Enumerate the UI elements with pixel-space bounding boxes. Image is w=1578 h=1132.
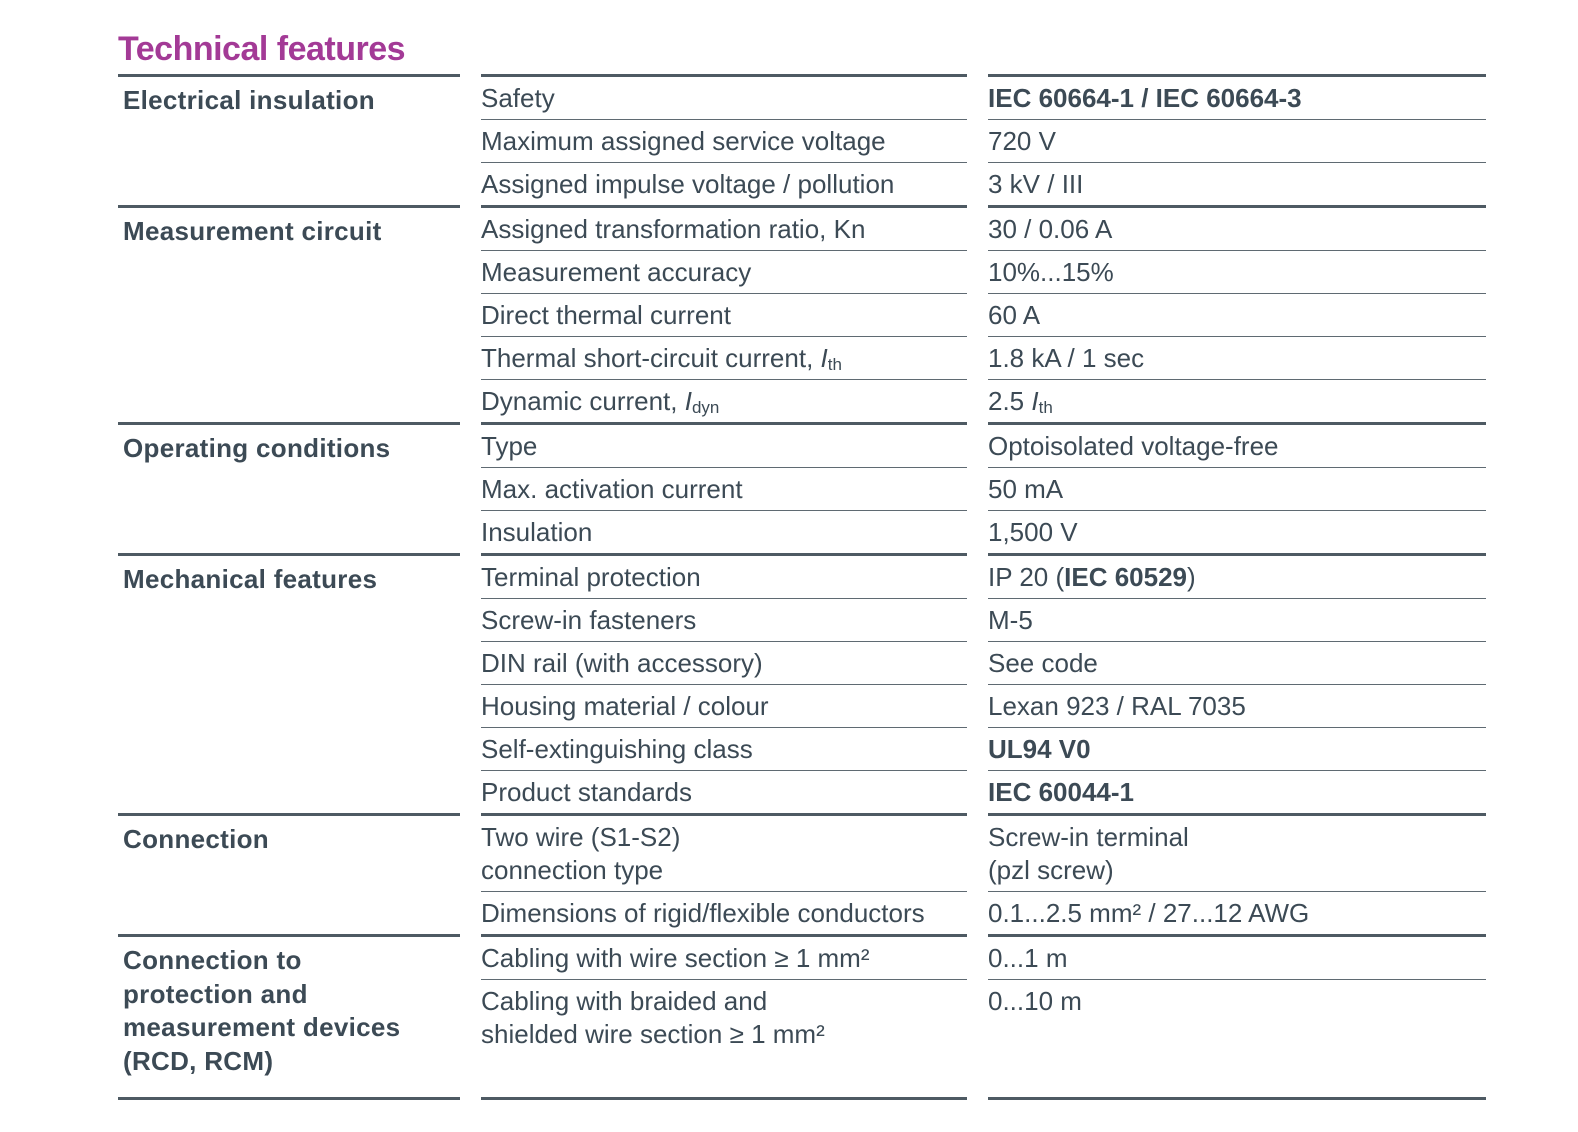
table-row	[481, 727, 1486, 770]
value-line: Screw-in terminal	[988, 822, 1189, 852]
row-label: Max. activation current	[481, 474, 743, 504]
row-label: Self-extinguishing class	[481, 734, 753, 764]
standard-reference: IEC 60529	[1064, 562, 1187, 592]
row-label: Direct thermal current	[481, 300, 731, 330]
row-label: Housing material / colour	[481, 691, 769, 721]
row-value: IEC 60664-1 / IEC 60664-3	[988, 83, 1302, 113]
row-value: UL94 V0	[988, 734, 1091, 764]
subscript: th	[1038, 398, 1053, 417]
row-value: Optoisolated voltage-free	[988, 431, 1279, 461]
group-heading	[118, 937, 460, 1078]
row-label	[481, 980, 967, 1055]
row-label: DIN rail (with accessory)	[481, 648, 763, 678]
label-line: shielded wire section ≥ 1 mm²	[481, 1019, 825, 1049]
value-suffix: )	[1187, 562, 1196, 592]
row-label: Dimensions of rigid/flexible conductors	[481, 898, 925, 928]
row-label: Maximum assigned service voltage	[481, 126, 886, 156]
value-prefix: 2.5	[988, 386, 1032, 416]
row-value: 0...1 m	[988, 943, 1068, 973]
table-row	[481, 162, 1486, 205]
section-mechanical-features	[118, 553, 1486, 813]
group-heading: Operating conditions	[123, 433, 391, 463]
label-prefix: Dynamic current,	[481, 386, 685, 416]
value-prefix: IP 20 (	[988, 562, 1065, 592]
current-symbol: I	[684, 386, 692, 416]
table-row	[481, 467, 1486, 510]
table-row	[481, 598, 1486, 641]
row-value: 1,500 V	[988, 517, 1078, 547]
value-line: (pzl screw)	[988, 855, 1114, 885]
row-label	[481, 816, 967, 891]
table-row	[481, 684, 1486, 727]
row-value: Lexan 923 / RAL 7035	[988, 691, 1246, 721]
group-heading-line: Connection to	[123, 945, 302, 975]
group-heading: Electrical insulation	[123, 85, 375, 115]
row-value: 50 mA	[988, 474, 1064, 504]
table-row	[481, 208, 1486, 250]
table-row	[481, 937, 1486, 979]
section-operating-conditions	[118, 422, 1486, 553]
row-value: M-5	[988, 605, 1033, 635]
row-label: Cabling with wire section ≥ 1 mm²	[481, 943, 870, 973]
row-label: Assigned transformation ratio, Kn	[481, 214, 866, 244]
row-value: 3 kV / III	[988, 169, 1084, 199]
row-label	[481, 380, 967, 422]
group-heading-line: measurement devices	[123, 1012, 401, 1042]
row-label: Measurement accuracy	[481, 257, 752, 287]
table-row	[481, 379, 1486, 422]
table-row	[481, 119, 1486, 162]
group-heading: Mechanical features	[123, 564, 378, 594]
row-value: See code	[988, 648, 1098, 678]
label-line: Two wire (S1-S2)	[481, 822, 681, 852]
table-row	[481, 641, 1486, 684]
row-value	[988, 816, 1486, 891]
section-connection-to-protection-devices	[118, 934, 1486, 1100]
row-value	[988, 556, 1486, 598]
table-row	[481, 77, 1486, 119]
table-row	[481, 510, 1486, 553]
row-value: 30 / 0.06 A	[988, 214, 1113, 244]
table-row	[481, 979, 1486, 1055]
section-electrical-insulation	[118, 74, 1486, 205]
section-connection	[118, 813, 1486, 934]
group-heading-line: protection and	[123, 978, 308, 1009]
page-title: Technical features	[118, 30, 406, 68]
row-value: 720 V	[988, 126, 1056, 156]
group-heading-line: (RCD, RCM)	[123, 1045, 274, 1076]
label-prefix: Thermal short-circuit current,	[481, 343, 821, 373]
group-heading: Connection	[123, 824, 269, 854]
row-value: 1.8 kA / 1 sec	[988, 343, 1145, 373]
table-row	[481, 293, 1486, 336]
row-label: Product standards	[481, 777, 693, 807]
subscript: dyn	[691, 398, 720, 417]
table-spacer	[481, 1055, 1486, 1097]
section-measurement-circuit	[118, 205, 1486, 422]
row-value: 0.1...2.5 mm² / 27...12 AWG	[988, 898, 1310, 928]
row-value: 0...10 m	[988, 986, 1082, 1016]
row-label: Insulation	[481, 517, 593, 547]
table-row	[481, 250, 1486, 293]
row-value: 60 A	[988, 300, 1041, 330]
label-line: connection type	[481, 855, 664, 885]
table-row	[481, 336, 1486, 379]
table-row	[481, 425, 1486, 467]
table-row	[481, 891, 1486, 934]
group-heading: Measurement circuit	[123, 216, 382, 246]
subscript: th	[827, 355, 842, 374]
row-value: IEC 60044-1	[988, 777, 1134, 807]
table-row	[481, 816, 1486, 891]
current-symbol: I	[1031, 386, 1039, 416]
row-label: Type	[481, 431, 538, 461]
row-label: Assigned impulse voltage / pollution	[481, 169, 895, 199]
row-label: Safety	[481, 83, 555, 113]
row-value	[988, 380, 1486, 422]
technical-features-table	[118, 74, 1486, 1100]
current-symbol: I	[820, 343, 828, 373]
row-label: Screw-in fasteners	[481, 605, 697, 635]
row-label	[481, 337, 967, 379]
row-value: 10%...15%	[988, 257, 1114, 287]
row-label: Terminal protection	[481, 562, 701, 592]
label-line: Cabling with braided and	[481, 986, 768, 1016]
table-row	[481, 770, 1486, 813]
table-row	[481, 556, 1486, 598]
